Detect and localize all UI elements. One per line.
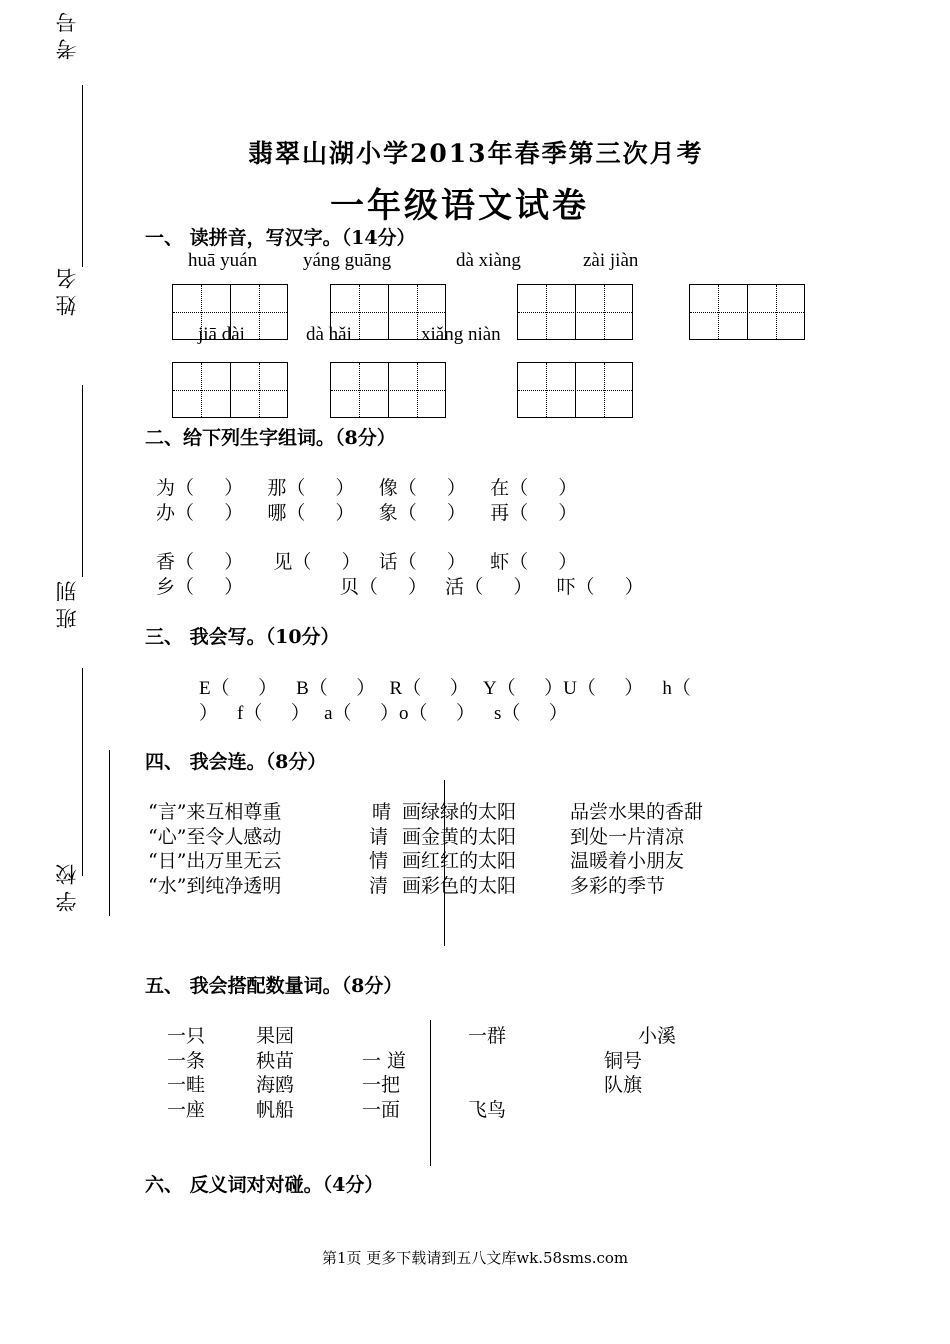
pinyin: jiā dài xyxy=(198,324,245,345)
measure-item: 果园 xyxy=(256,1025,295,1047)
pinyin: zài jiàn xyxy=(583,250,639,271)
measure-item: 铜号 xyxy=(604,1050,643,1072)
measure-item: 帆船 xyxy=(256,1099,295,1121)
match-item: 画绿绿的太阳 xyxy=(402,801,517,823)
side-label-banbie: 班别 xyxy=(55,575,79,629)
q2-heading: 二、给下列生字组词。（8分） xyxy=(145,427,396,449)
pinyin: dà xiàng xyxy=(456,250,521,271)
match-item: 品尝水果的香甜 xyxy=(570,801,704,823)
side-label-xuexiao: 学校 xyxy=(55,858,79,912)
measure-item: 一 道 xyxy=(362,1050,407,1072)
page-footer: 第1页 更多下载请到五八文库wk.58sms.com xyxy=(322,1249,629,1267)
tianzige-box[interactable] xyxy=(172,362,288,418)
match-item: 请 xyxy=(369,826,389,848)
measure-item: 海鸥 xyxy=(256,1074,295,1096)
match-item: 画金黄的太阳 xyxy=(402,826,517,848)
match-item: 画红红的太阳 xyxy=(402,850,517,872)
letter-line: ） f（ ） a（ ）o（ ） s（ ） xyxy=(199,703,568,724)
measure-item: 一畦 xyxy=(167,1074,206,1096)
divider-line xyxy=(430,1020,431,1166)
measure-item: 一条 xyxy=(167,1050,206,1072)
match-item: 清 xyxy=(369,875,389,897)
q4-heading: 四、 我会连。（8分） xyxy=(145,751,327,773)
pinyin: yáng guāng xyxy=(303,250,392,271)
match-item: “言”来互相尊重 xyxy=(148,801,282,823)
match-item: 到处一片清凉 xyxy=(570,826,685,848)
word-line: 办（ ） 哪（ ） 象（ ） 再（ ） xyxy=(156,502,578,524)
match-item: 画彩色的太阳 xyxy=(402,875,517,897)
side-line xyxy=(82,85,83,267)
word-line: 乡（ ） 贝（ ） 活（ ） 吓（ ） xyxy=(156,576,644,598)
side-line xyxy=(82,668,83,876)
side-line xyxy=(109,750,110,916)
measure-item: 小溪 xyxy=(638,1025,677,1047)
match-item: 晴 xyxy=(372,801,392,823)
measure-item: 一面 xyxy=(362,1099,401,1121)
measure-item: 秧苗 xyxy=(256,1050,295,1072)
match-item: “水”到纯净透明 xyxy=(148,875,282,897)
word-line: 为（ ） 那（ ） 像（ ） 在（ ） xyxy=(156,477,578,499)
side-label-kaohao: 考号 xyxy=(55,6,79,60)
measure-item: 一座 xyxy=(167,1099,206,1121)
school-title: 翡翠山湖小学2013年春季第三次月考 xyxy=(248,139,704,168)
measure-item: 飞鸟 xyxy=(468,1099,507,1121)
word-line: 香（ ） 见（ ） 话（ ） 虾（ ） xyxy=(156,551,578,573)
match-item: 温暖着小朋友 xyxy=(570,850,685,872)
letter-line: E（ ） B（ ） R（ ） Y（ ）U（ ） h（ xyxy=(199,678,691,699)
q6-heading: 六、 反义词对对碰。（4分） xyxy=(145,1174,384,1196)
pinyin: xiǎng niàn xyxy=(421,324,501,345)
measure-item: 队旗 xyxy=(604,1074,643,1096)
match-item: 情 xyxy=(369,850,389,872)
measure-item: 一只 xyxy=(167,1025,206,1047)
pinyin: dà hǎi xyxy=(306,324,352,345)
tianzige-box[interactable] xyxy=(330,362,446,418)
match-item: “日”出万里无云 xyxy=(148,850,282,872)
side-label-xingming: 姓名 xyxy=(55,262,79,316)
measure-item: 一把 xyxy=(362,1074,401,1096)
pinyin: huā yuán xyxy=(188,250,258,271)
tianzige-box[interactable] xyxy=(517,362,633,418)
exam-title: 一年级语文试卷 xyxy=(330,186,589,226)
side-line xyxy=(82,385,83,577)
q3-heading: 三、 我会写。（10分） xyxy=(145,626,340,648)
tianzige-box[interactable] xyxy=(689,284,805,340)
tianzige-box[interactable] xyxy=(517,284,633,340)
match-item: 多彩的季节 xyxy=(570,875,666,897)
q5-heading: 五、 我会搭配数量词。（8分） xyxy=(145,975,403,997)
measure-item: 一群 xyxy=(468,1025,507,1047)
match-item: “心”至令人感动 xyxy=(148,826,282,848)
q1-heading: 一、 读拼音，写汉字。（14分） xyxy=(145,227,416,249)
